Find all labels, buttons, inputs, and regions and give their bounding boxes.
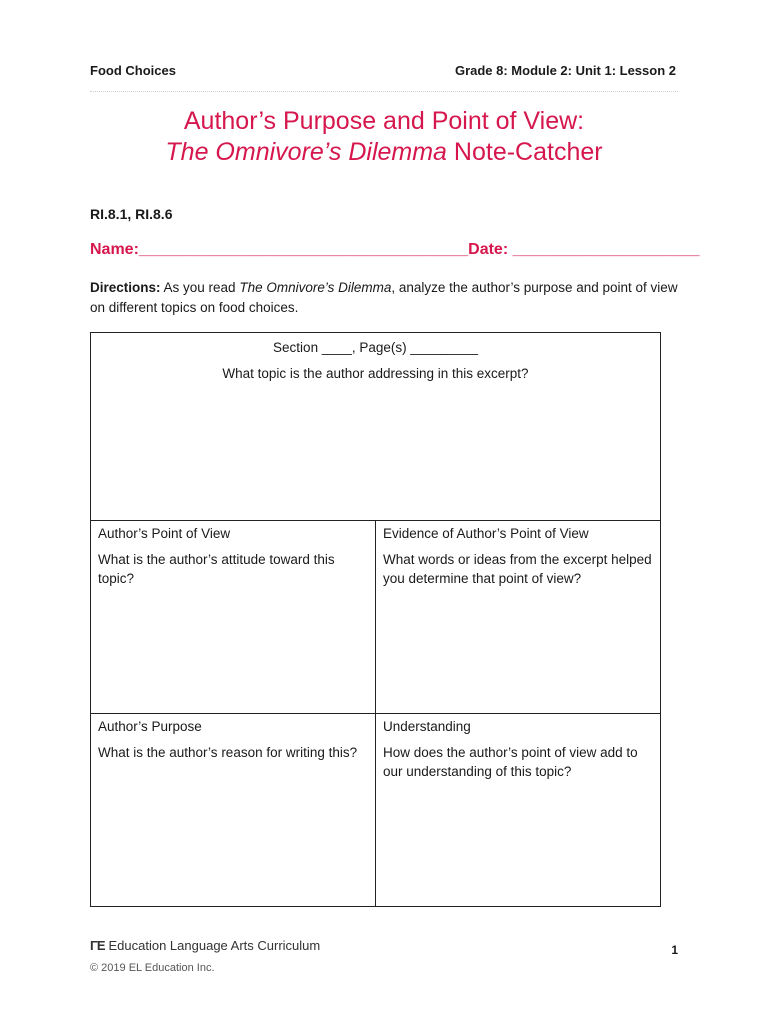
footer-brand-text: Education Language Arts Curriculum [108, 938, 321, 953]
copyright-text: © 2019 EL Education Inc. [90, 962, 215, 974]
note-catcher-table [90, 332, 661, 907]
page-number: 1 [671, 943, 678, 957]
page-title-line2 [0, 137, 768, 168]
understanding-question: How does the author’s point of view add to our understanding of this topic? [383, 745, 638, 779]
purpose-heading: Author’s Purpose [98, 719, 202, 734]
purpose-question: What is the author’s reason for writing this? [98, 745, 358, 760]
directions-text-post: , analyze the author’s purpose and point of view on different topics on food choices. [90, 280, 678, 315]
directions-paragraph [90, 278, 680, 318]
el-logo-icon: ΓΕ [90, 938, 105, 953]
header-divider [90, 91, 678, 92]
page-title-line1: Author’s Purpose and Point of View: [183, 107, 585, 135]
section-pages-line: Section ____, Page(s) _________ [273, 340, 478, 355]
understanding-heading: Understanding [383, 719, 471, 734]
point-of-view-heading: Author’s Point of View [98, 526, 231, 541]
evidence-cell[interactable] [376, 521, 661, 714]
page-title-suffix: Note-Catcher [446, 138, 603, 166]
topic-cell[interactable] [91, 333, 661, 521]
topic-question: What topic is the author addressing in this excerpt? [222, 366, 529, 381]
evidence-heading: Evidence of Author’s Point of View [383, 526, 589, 541]
standards-label: RI.8.1, RI.8.6 [90, 206, 173, 222]
name-date-line: Name:_____________________________________Date: _____________________ [90, 241, 700, 258]
point-of-view-question: What is the author’s attitude toward this topic? [98, 552, 335, 586]
purpose-cell[interactable] [91, 714, 376, 907]
evidence-question: What words or ideas from the excerpt helped you determine that point of view? [383, 552, 652, 586]
footer-logo [90, 938, 320, 953]
directions-label: Directions: [90, 280, 161, 295]
point-of-view-cell[interactable] [91, 521, 376, 714]
understanding-cell[interactable] [376, 714, 661, 907]
book-title-italic: The Omnivore’s Dilemma [165, 138, 447, 166]
directions-book-title: The Omnivore’s Dilemma [239, 280, 392, 295]
header-left-title: Food Choices [90, 63, 176, 78]
directions-text-pre: As you read [160, 280, 240, 295]
header-lesson-label: Grade 8: Module 2: Unit 1: Lesson 2 [454, 63, 676, 78]
